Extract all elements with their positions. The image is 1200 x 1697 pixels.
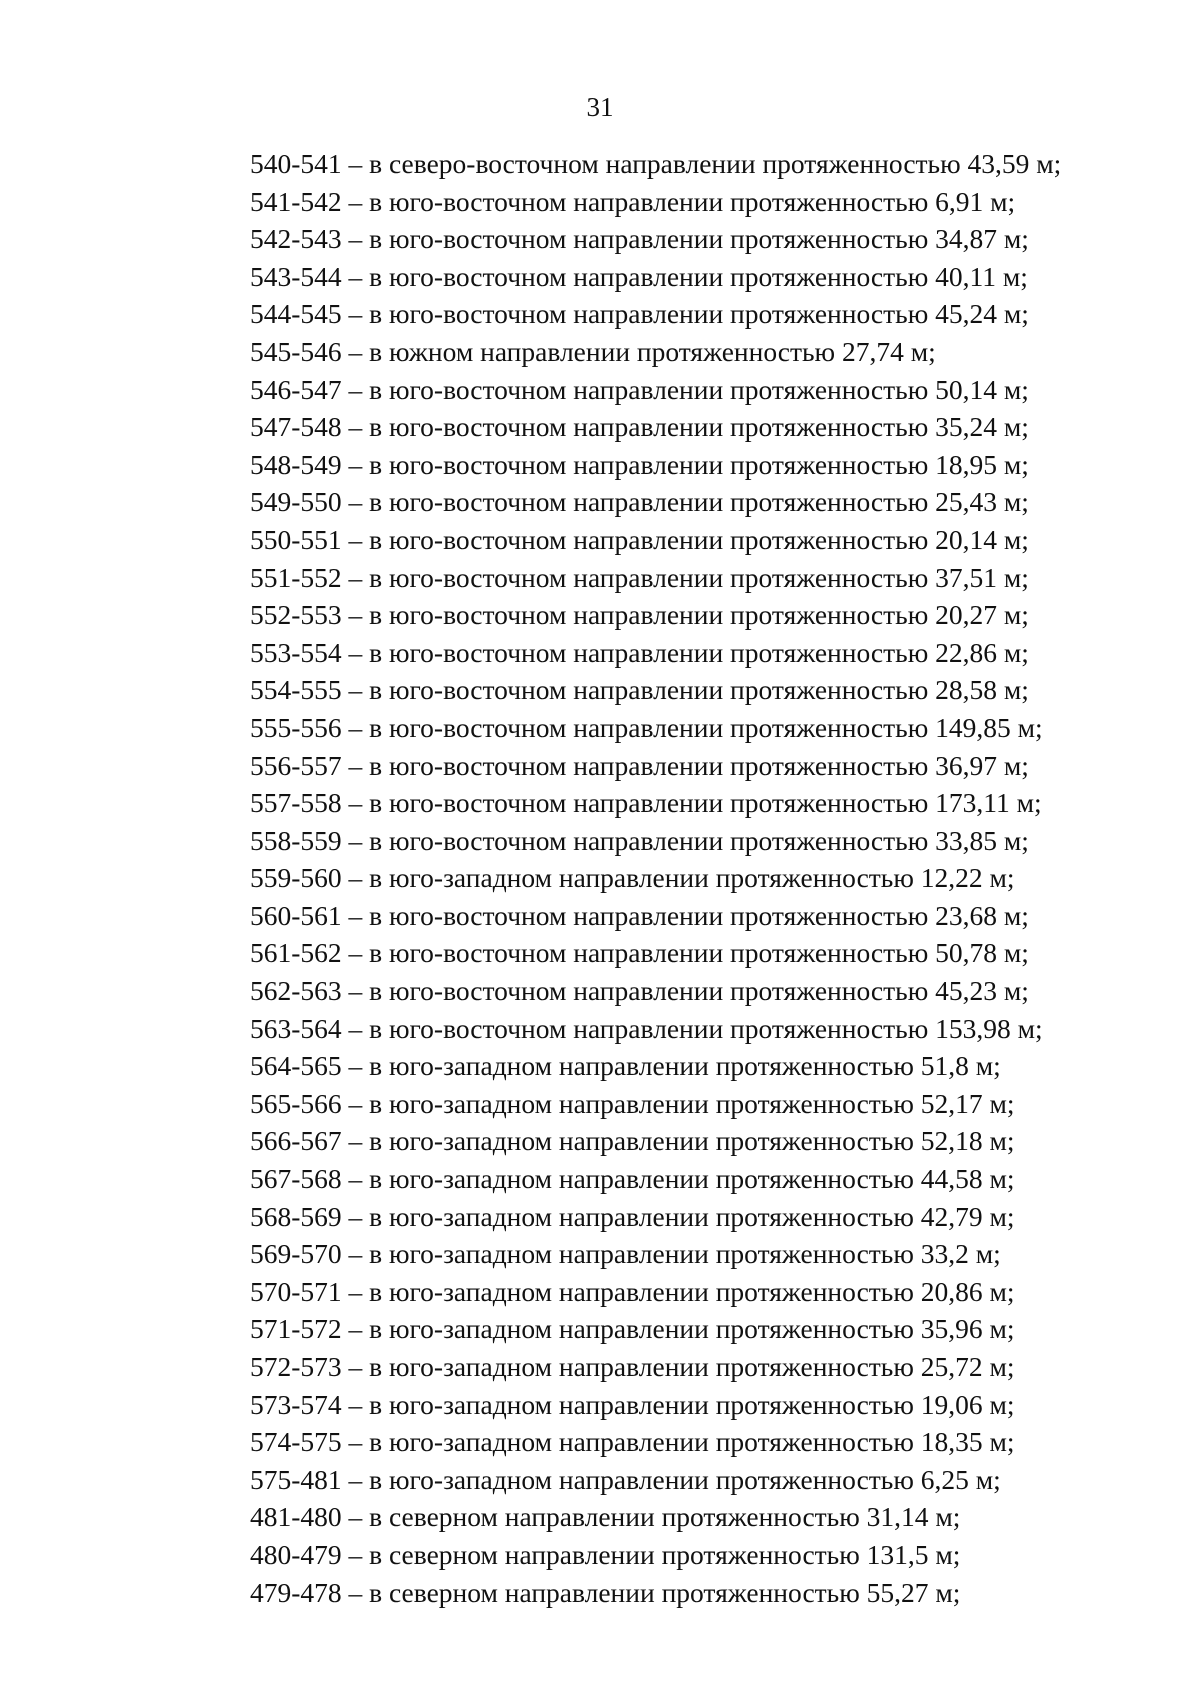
boundary-segment-line: 542-543 – в юго-восточном направлении протяженностью 34,87 м; [250, 223, 1029, 255]
boundary-segment-line: 559-560 – в юго-западном направлении протяженностью 12,22 м; [250, 862, 1015, 894]
boundary-segment-line: 570-571 – в юго-западном направлении протяженностью 20,86 м; [250, 1275, 1015, 1307]
boundary-segment-line: 572-573 – в юго-западном направлении протяженностью 25,72 м; [250, 1351, 1015, 1382]
boundary-segment-line: 555-556 – в юго-восточном направлении протяженностью 149,85 м; [250, 711, 1043, 743]
boundary-segment-line: 567-568 – в юго-западном направлении протяженностью 44,58 м; [250, 1163, 1015, 1195]
boundary-segment-line: 551-552 – в юго-восточном направлении протяженностью 37,51 м; [250, 561, 1029, 593]
boundary-segment-line: 545-546 – в южном направлении протяженностью 27,74 м; [250, 335, 936, 367]
boundary-segment-line: 565-566 – в юго-западном направлении протяженностью 52,17 м; [250, 1087, 1015, 1119]
boundary-segment-line: 564-565 – в юго-западном направлении протяженностью 51,8 м; [250, 1050, 1001, 1082]
boundary-segment-line: 479-478 – в северном направлении протяженностью 55,27 м; [250, 1576, 961, 1608]
boundary-segment-line: 544-545 – в юго-восточном направлении протяженностью 45,24 м; [250, 298, 1029, 330]
boundary-segment-line: 571-572 – в юго-западном направлении протяженностью 35,96 м; [250, 1313, 1015, 1345]
boundary-segment-line: 481-480 – в северном направлении протяженностью 31,14 м; [250, 1501, 961, 1533]
boundary-segment-line: 561-562 – в юго-восточном направлении протяженностью 50,78 м; [250, 937, 1029, 969]
boundary-segment-line: 553-554 – в юго-восточном направлении протяженностью 22,86 м; [250, 636, 1029, 668]
boundary-segment-line: 546-547 – в юго-восточном направлении протяженностью 50,14 м; [250, 373, 1029, 405]
boundary-segment-line: 554-555 – в юго-восточном направлении протяженностью 28,58 м; [250, 674, 1029, 706]
boundary-segment-line: 558-559 – в юго-восточном направлении протяженностью 33,85 м; [250, 824, 1029, 856]
boundary-segment-line: 569-570 – в юго-западном направлении протяженностью 33,2 м; [250, 1238, 1001, 1270]
boundary-segment-line: 556-557 – в юго-восточном направлении протяженностью 36,97 м; [250, 749, 1029, 781]
boundary-segment-line: 552-553 – в юго-восточном направлении протяженностью 20,27 м; [250, 599, 1029, 631]
boundary-segment-line: 549-550 – в юго-восточном направлении протяженностью 25,43 м; [250, 486, 1029, 518]
boundary-segment-line: 574-575 – в юго-западном направлении протяженностью 18,35 м; [250, 1426, 1015, 1458]
boundary-segment-line: 541-542 – в юго-восточном направлении протяженностью 6,91 м; [250, 185, 1016, 217]
boundary-segment-line: 557-558 – в юго-восточном направлении протяженностью 173,11 м; [250, 787, 1042, 819]
boundary-segment-line: 562-563 – в юго-восточном направлении протяженностью 45,23 м; [250, 975, 1029, 1007]
boundary-segment-line: 540-541 – в северо-восточном направлении протяженностью 43,59 м; [250, 148, 1062, 179]
boundary-segment-line: 563-564 – в юго-восточном направлении протяженностью 153,98 м; [250, 1012, 1043, 1044]
boundary-segment-line: 480-479 – в северном направлении протяженностью 131,5 м; [250, 1538, 961, 1570]
boundary-segment-line: 547-548 – в юго-восточном направлении протяженностью 35,24 м; [250, 411, 1029, 443]
boundary-segment-line: 575-481 – в юго-западном направлении протяженностью 6,25 м; [250, 1463, 1001, 1495]
boundary-segment-line: 560-561 – в юго-восточном направлении протяженностью 23,68 м; [250, 899, 1029, 931]
boundary-segment-line: 550-551 – в юго-восточном направлении протяженностью 20,14 м; [250, 523, 1029, 555]
boundary-segment-line: 566-567 – в юго-западном направлении протяженностью 52,18 м; [250, 1125, 1015, 1157]
page-number: 31 [586, 92, 614, 122]
boundary-segment-line: 543-544 – в юго-восточном направлении протяженностью 40,11 м; [250, 260, 1028, 292]
boundary-segment-line: 548-549 – в юго-восточном направлении протяженностью 18,95 м; [250, 448, 1029, 480]
boundary-segment-line: 568-569 – в юго-западном направлении протяженностью 42,79 м; [250, 1200, 1015, 1232]
boundary-segment-line: 573-574 – в юго-западном направлении протяженностью 19,06 м; [250, 1388, 1015, 1420]
boundary-segment-list [250, 145, 1150, 1611]
